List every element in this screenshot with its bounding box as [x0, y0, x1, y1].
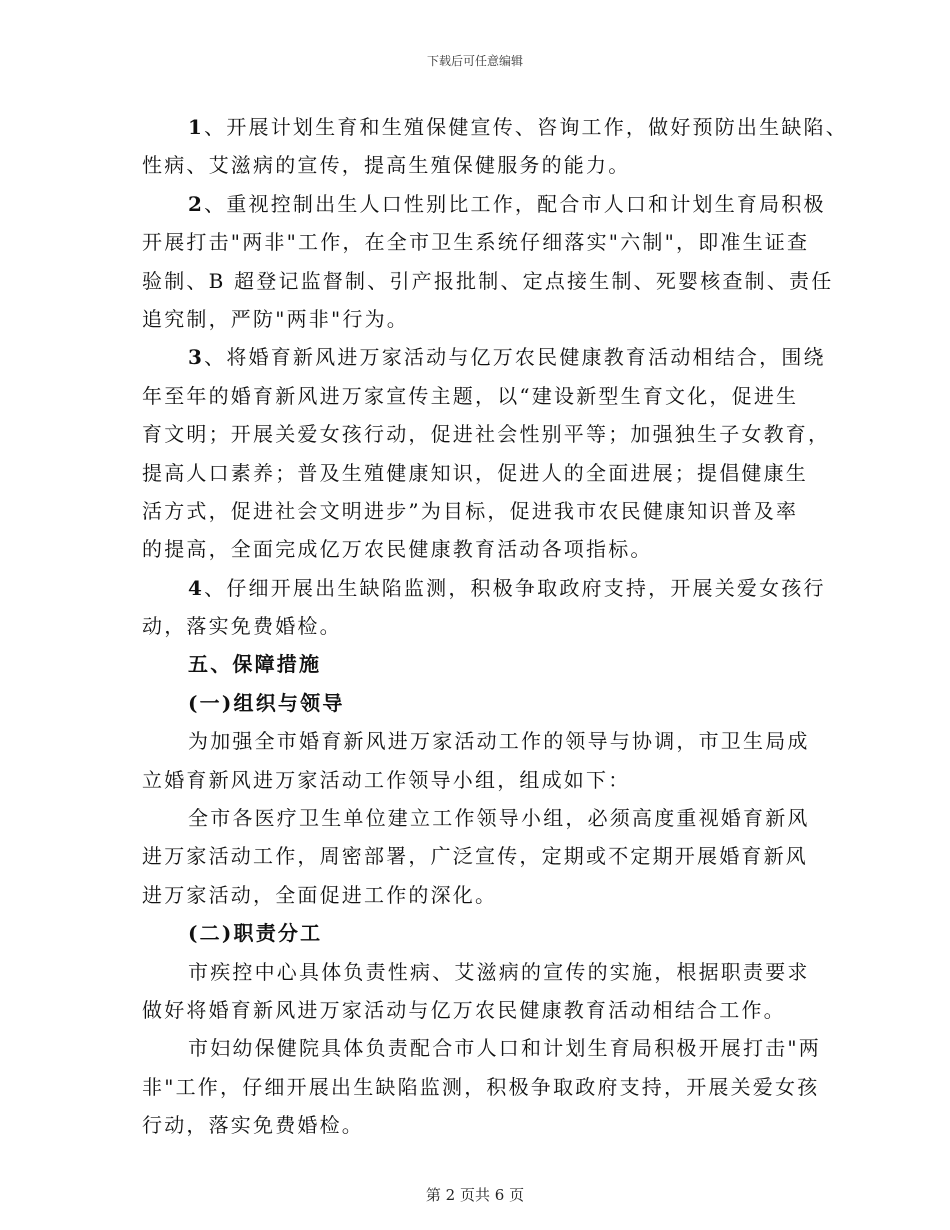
line-text: 、开展计划生育和生殖保健宣传、咨询工作，做好预防出生缺陷、 [204, 115, 848, 139]
line-text: 的提高，全面完成亿万农民健康教育活动各项指标。 [142, 537, 653, 562]
line-text: 动，落实免费婚检。 [142, 614, 342, 639]
paragraph [142, 799, 822, 914]
line-text: 、重视控制出生人口性别比工作，配合市人口和计划生育局积极 [204, 191, 826, 216]
line-text: 非"工作，仔细开展出生缺陷监测，积极争取政府支持，开展关爱女孩 [142, 1074, 820, 1099]
text-line [142, 876, 822, 914]
section-heading [142, 645, 822, 683]
line-text: (二)职责分工 [188, 921, 323, 946]
text-line [142, 415, 831, 453]
text-line [142, 991, 822, 1029]
text-line [142, 1068, 822, 1106]
page-footer: 第 2 页共 6 页 [425, 1186, 525, 1204]
paragraph [142, 953, 822, 1030]
paragraph [142, 1029, 822, 1144]
line-text: 、仔细开展出生缺陷监测，积极争取政府支持，开展关爱女孩行 [204, 575, 826, 600]
section-heading [142, 914, 822, 952]
line-text: 进万家活动工作，周密部署，广泛宣传，定期或不定期开展婚育新风 [142, 844, 808, 869]
line-text: 追究制，严防"两非"行为。 [142, 306, 409, 331]
text-line [142, 607, 822, 645]
line-text: 市妇幼保健院具体负责配合市人口和计划生育局积极开展打击"两 [188, 1036, 821, 1061]
text-line [142, 569, 826, 607]
line-text: 行动，落实免费婚检。 [142, 1113, 364, 1138]
text-line [142, 837, 822, 875]
text-line [142, 1106, 822, 1144]
line-text: 、将婚育新风进万家活动与亿万农民健康教育活动相结合，围绕 [204, 345, 826, 370]
text-line [142, 722, 822, 760]
section-heading [142, 684, 822, 722]
text-line [142, 185, 826, 223]
text-line [142, 799, 822, 837]
document-body [142, 108, 848, 1145]
line-text: 做好将婚育新风进万家活动与亿万农民健康教育活动相结合工作。 [142, 997, 786, 1022]
text-line [142, 300, 822, 338]
text-line [142, 223, 822, 261]
line-text: 提高人口素养；普及生殖健康知识，促进人的全面进展；提倡健康生 [142, 460, 808, 485]
paragraph [142, 722, 822, 799]
paragraph [142, 569, 826, 646]
line-text: 立婚育新风进万家活动工作领导小组，组成如下： [142, 767, 631, 792]
line-text: 全市各医疗卫生单位建立工作领导小组，必须高度重视婚育新风 [188, 806, 810, 831]
text-line [142, 914, 822, 952]
text-line [142, 645, 822, 683]
text-line [142, 338, 826, 376]
item-number: 2 [188, 191, 205, 216]
line-text: 开展打击"两非"工作，在全市卫生系统仔细落实"六制"，即准生证查 [142, 230, 810, 255]
line-text: 育文明；开展关爱女孩行动，促进社会性别平等；加强独生子女教育， [142, 422, 831, 447]
item-number: 3 [188, 345, 205, 370]
text-line [142, 1029, 822, 1067]
line-text: 市疾控中心具体负责性病、艾滋病的宣传的实施，根据职责要求 [188, 959, 810, 984]
line-text: 年至年的婚育新风进万家宣传主题，以“建设新型生育文化，促进生 [142, 383, 799, 408]
line-text: 为加强全市婚育新风进万家活动工作的领导与协调，市卫生局成 [188, 729, 810, 754]
paragraph [142, 338, 831, 568]
text-line [142, 262, 834, 300]
text-line [142, 953, 822, 991]
line-text: 五、保障措施 [188, 652, 322, 677]
line-text: (一)组织与领导 [188, 690, 345, 715]
paragraph [142, 185, 834, 339]
text-line [142, 492, 822, 530]
text-line [142, 146, 822, 184]
text-line [142, 530, 822, 568]
line-text: 性病、艾滋病的宣传，提高生殖保健服务的能力。 [142, 153, 631, 178]
line-text: 进万家活动，全面促进工作的深化。 [142, 882, 498, 907]
line-text: 活方式，促进社会文明进步”为目标，促进我市农民健康知识普及率 [142, 498, 799, 523]
item-number: 1 [188, 115, 205, 139]
text-line [142, 377, 822, 415]
page-header: 下载后可任意编辑 [426, 54, 523, 68]
item-number: 4 [188, 575, 205, 600]
text-line [142, 108, 848, 146]
text-line [142, 761, 822, 799]
paragraph [142, 108, 848, 185]
text-line [142, 684, 822, 722]
line-text: 验制、B 超登记监督制、引产报批制、定点接生制、死婴核查制、责任 [142, 268, 834, 293]
text-line [142, 454, 822, 492]
